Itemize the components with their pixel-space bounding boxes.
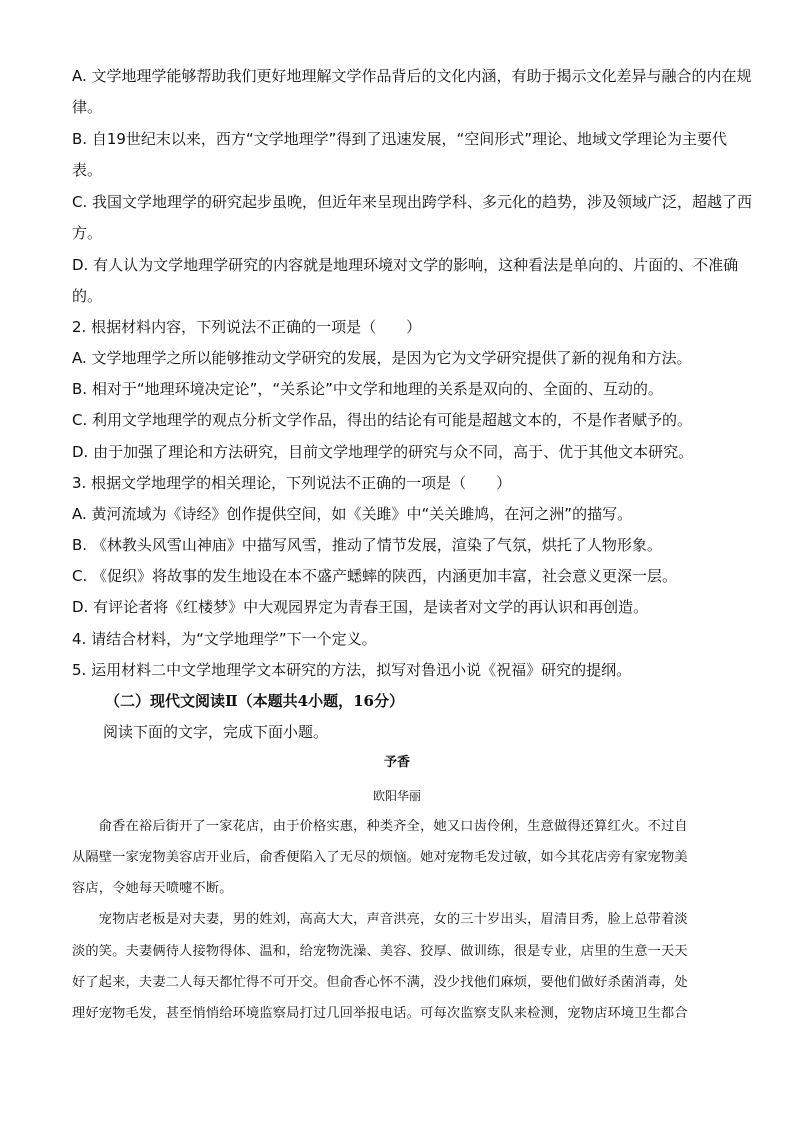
q2-option-d: D. 由于加强了理论和方法研究，目前文学地理学的研究与众不同，高于、优于其他文本研究。 [72,443,694,461]
q1-option-c-cont: 方。 [72,224,103,242]
q3-stem: 3. 根据文学地理学的相关理论，下列说法不正确的一项是（ ） [72,474,512,492]
q1-option-a-cont: 律。 [72,98,103,116]
story-title: 予香 [383,755,410,770]
q1-option-d-cont: 的。 [72,287,103,305]
q2-option-b: B. 相对于“地理环境决定论”，“关系论”中文学和地理的关系是双向的、全面的、互动的。 [72,380,663,398]
story-line: 好了起来，夫妻二人每天都忙得不可开交。但俞香心怀不满，没少找他们麻烦，要他们做好杀菌消毒，处 [72,975,688,990]
q1-option-b: B. 自19世纪末以来，西方“文学地理学”得到了迅速发展，“空间形式”理论、地域文学理论为主要代 [72,130,728,148]
q5-stem: 5. 运用材料二中文学地理学文本研究的方法，拟写对鲁迅小说《祝福》研究的提纲。 [72,661,632,679]
story-line: 俞香在裕后街开了一家花店，由于价格实惠，种类齐全，她又口齿伶俐，生意做得还算红火。不过自 [72,819,688,834]
q1-option-c: C. 我国文学地理学的研究起步虽晚，但近年来呈现出跨学科、多元化的趋势，涉及领域广泛，超越了西 [72,193,753,211]
q3-option-d: D. 有评论者将《红楼梦》中大观园界定为青春王国，是读者对文学的再认识和再创造。 [72,598,649,616]
story-line: 从隔壁一家宠物美容店开业后，俞香便陷入了无尽的烦恼。她对宠物毛发过敏，如今其花店旁有家宠物美 [72,850,688,865]
story-line: 宠物店老板是对夫妻，男的姓刘，高高大大，声音洪亮，女的三十岁出头，眉清目秀，脸上总带着淡 [72,912,688,927]
q1-option-b-cont: 表。 [72,161,103,179]
q2-stem: 2. 根据材料内容，下列说法不正确的一项是（ ） [72,318,422,336]
q4-stem: 4. 请结合材料，为“文学地理学”下一个定义。 [72,630,377,648]
q3-option-b: B. 《林教头风雪山神庙》中描写风雪，推动了情节发展，渲染了气氛，烘托了人物形象。 [72,536,662,554]
q3-option-c: C. 《促织》将故事的发生地设在本不盛产蟋蟀的陕西，内涵更加丰富，社会意义更深一层。 [72,567,678,585]
q3-option-a: A. 黄河流域为《诗经》创作提供空间，如《关雎》中“关关雎鸠，在河之洲”的描写。 [72,505,633,523]
story-line: 淡的笑。夫妻俩待人接物得体、温和，给宠物洗澡、美容、狡厚、做训练，很是专业，店里的生意一天天 [72,944,688,959]
story-line: 理好宠物毛发，甚至悄悄给环境监察局打过几回举报电话。可每次监察支队来检测，宠物店环境卫生都合 [72,1006,688,1021]
reading-instruction: 阅读下面的文字，完成下面小题。 [103,723,329,741]
q2-option-a: A. 文学地理学之所以能够推动文学研究的发展，是因为它为文学研究提供了新的视角和方法。 [72,349,692,367]
section-heading: （二）现代文阅读Ⅱ（本题共4小题，16分） [105,692,404,710]
story-line: 容店，令她每天喷嚏不断。 [72,881,233,896]
story-author: 欧阳华丽 [372,789,421,803]
q1-option-a: A. 文学地理学能够帮助我们更好地理解文学作品背后的文化内涵，有助于揭示文化差异与融合的内在规 [72,67,752,85]
q2-option-c: C. 利用文学地理学的观点分析文学作品，得出的结论有可能是超越文本的，不是作者赋予的。 [72,411,693,429]
q1-option-d: D. 有人认为文学地理学研究的内容就是地理环境对文学的影响，这种看法是单向的、片面的、不准确 [72,256,739,274]
